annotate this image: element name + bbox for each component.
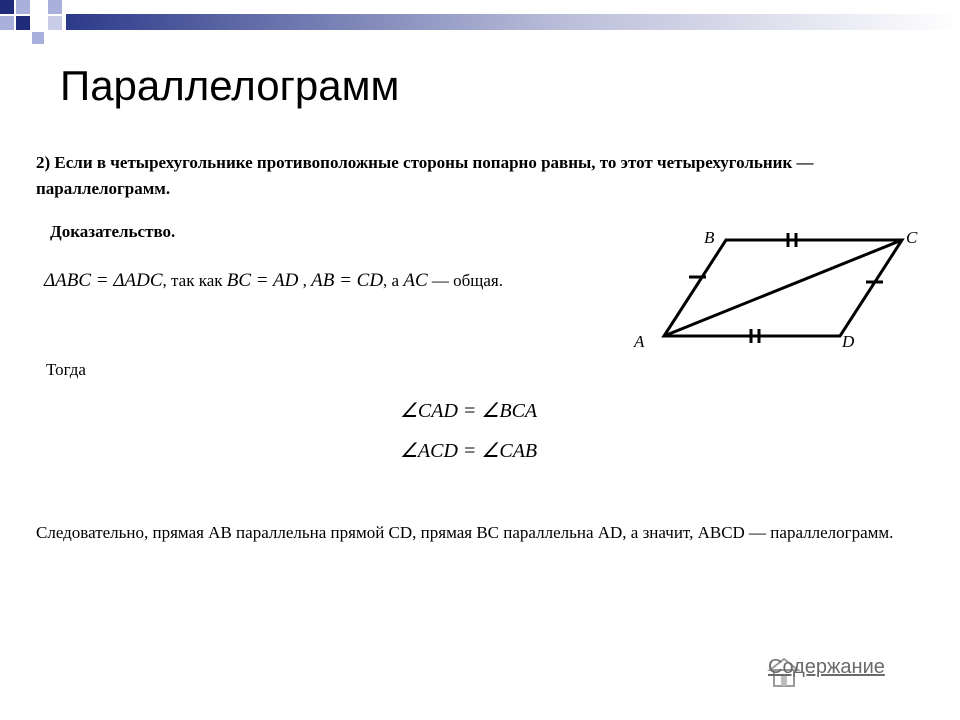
equation-ab-cd: AB = CD (311, 270, 384, 291)
triangles-equality: ΔABC = ΔADC (44, 270, 163, 291)
angle-equation-1: ∠CAD = ∠BCA (400, 400, 538, 422)
header-square-light (32, 32, 44, 44)
proof-label: Доказательство. (50, 222, 176, 241)
header-square-dark (0, 0, 14, 14)
angle-equation-2: ∠ACD = ∠CAB (400, 440, 538, 462)
header-square-light (48, 16, 62, 30)
slide-title: Параллелограмм (60, 62, 400, 109)
theorem-statement: 2) Если в четырехугольнике противоположные стороны попарно равны, то этот четырехугольник — параллелограмм. (36, 153, 814, 198)
contents-link[interactable]: Содержание (768, 656, 885, 678)
then-label: Тогда (46, 360, 86, 379)
since-text: , так как (162, 271, 227, 290)
vertex-label-b: B (704, 228, 715, 247)
header-square-light (0, 16, 14, 30)
header-square-light (48, 0, 62, 14)
header-decoration (0, 0, 960, 48)
common-text: — общая. (427, 271, 503, 290)
vertex-label-a: A (634, 332, 645, 351)
header-gradient-bar (66, 14, 960, 30)
equation-bc-ad: BC = AD (226, 270, 299, 291)
header-square-dark (16, 16, 30, 30)
diagonal-ac (664, 240, 902, 336)
and-text: , а (383, 271, 404, 290)
parallelogram-figure (626, 222, 932, 356)
segment-ac: AC (403, 270, 428, 291)
vertex-label-c: C (906, 228, 918, 247)
vertex-label-d: D (842, 332, 855, 351)
proof-line (44, 270, 503, 292)
header-square-light (16, 0, 30, 14)
conclusion-text: Следовательно, прямая AB параллельна прямой CD, прямая BC параллельна AD, а значит, ABCD — параллелограмм. (36, 523, 894, 542)
comma-text: , (298, 271, 312, 290)
